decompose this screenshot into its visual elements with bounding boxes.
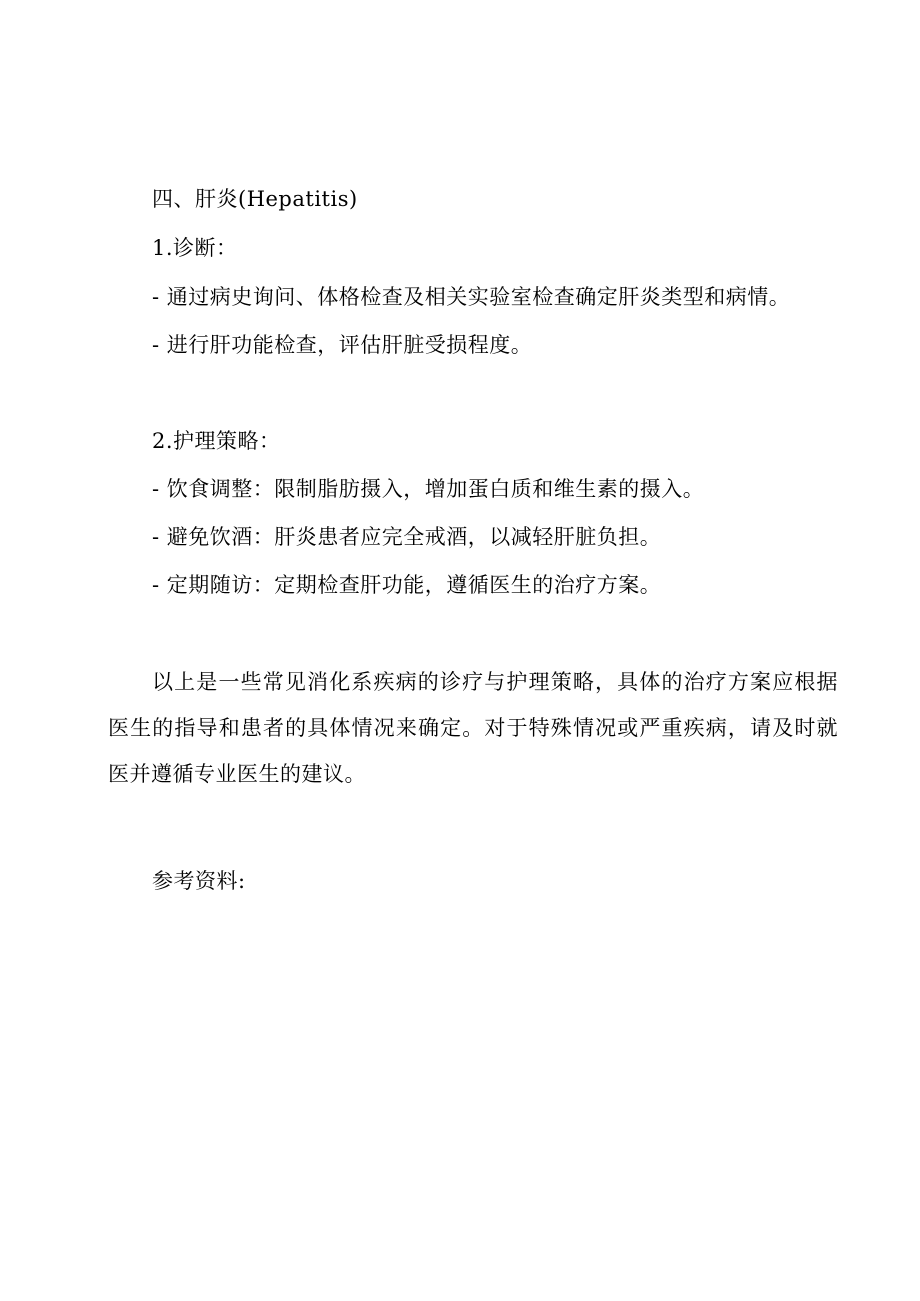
nursing-item: - 定期随访：定期检查肝功能，遵循医生的治疗方案。 <box>152 573 662 597</box>
section-heading: 四、肝炎(Hepatitis) <box>152 187 358 211</box>
nursing-item: - 饮食调整：限制脂肪摄入，增加蛋白质和维生素的摄入。 <box>152 477 705 501</box>
diagnosis-title: 1.诊断： <box>152 236 238 260</box>
nursing-title: 2.护理策略： <box>152 429 281 453</box>
summary-text: 以上是一些常见消化系疾病的诊疗与护理策略，具体的治疗方案应根据医生的指导和患者的具体情况来确定。对于特殊情况或严重疾病，请及时就医并遵循专业医生的建议。 <box>108 670 838 786</box>
summary-paragraph <box>108 659 838 797</box>
nursing-item: - 避免饮酒：肝炎患者应完全戒酒，以减轻肝脏负担。 <box>152 525 662 549</box>
diagnosis-item: - 通过病史询问、体格检查及相关实验室检查确定肝炎类型和病情。 <box>152 285 791 309</box>
references-title: 参考资料: <box>152 869 246 893</box>
diagnosis-item: - 进行肝功能检查，评估肝脏受损程度。 <box>152 333 533 357</box>
